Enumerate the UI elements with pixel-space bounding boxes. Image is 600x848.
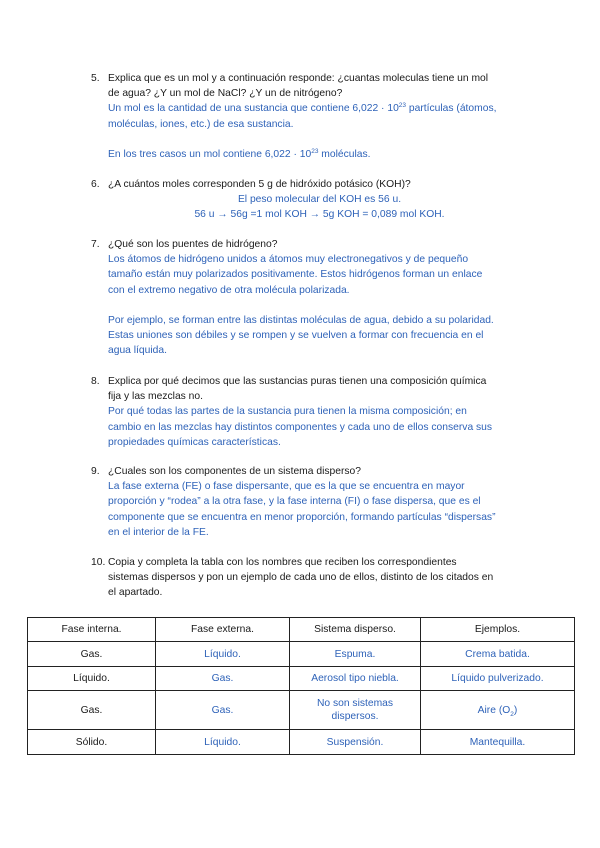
- question-8: [91, 374, 531, 450]
- table-header: Fase interna.: [28, 618, 156, 642]
- question-text: ¿Qué son los puentes de hidrógeno?: [108, 239, 278, 250]
- question-text: ¿A cuántos moles corresponden 5 g de hidróxido potásico (KOH)?: [108, 179, 411, 190]
- question-number: 9.: [91, 466, 100, 477]
- table-cell: Líquido.: [156, 642, 290, 667]
- answer-text: La fase externa (FE) o fase dispersante, que es la que se encuentra en mayor proporción y “rodea” a la otra fase, y la fase interna (FI) o fase dispersa, que es el componente que se encuentra en menor proporción, formando partículas “dispersas” en el interior de la FE.: [108, 481, 496, 538]
- disperse-systems-table: [27, 617, 575, 755]
- question-number: 6.: [91, 179, 100, 190]
- question-6: [91, 177, 531, 223]
- question-number: 5.: [91, 73, 100, 84]
- table-cell: Aire $(O_2)$: [421, 691, 575, 730]
- table-cell: Espuma.: [290, 642, 421, 667]
- table-cell: Líquido pulverizado.: [421, 667, 575, 691]
- table-cell: No son sistemas dispersos.: [290, 691, 421, 730]
- table-cell: Líquido.: [28, 667, 156, 691]
- table-cell: Líquido.: [156, 730, 290, 755]
- question-text: ¿Cuales son los componentes de un sistema disperso?: [108, 466, 361, 477]
- table-header-row: [28, 618, 575, 642]
- table-cell: Crema batida.: [421, 642, 575, 667]
- table-row: [28, 730, 575, 755]
- table-header: Sistema disperso.: [290, 618, 421, 642]
- question-text: Explica que es un mol y a continuación responde: ¿cuantas moleculas tiene un mol de agua? ¿Y un mol de NaCl? ¿Y un de nitrógeno?: [108, 73, 489, 100]
- question-number: 7.: [91, 239, 100, 250]
- table-cell: Sólido.: [28, 730, 156, 755]
- question-number: 10.: [91, 557, 106, 568]
- question-9: [91, 464, 531, 540]
- question-number: 8.: [91, 376, 100, 387]
- table-header: Fase externa.: [156, 618, 290, 642]
- table-row: [28, 642, 575, 667]
- table-cell: Gas.: [156, 691, 290, 730]
- answer-text: Un mol es la cantidad de una sustancia que contiene $6,022 \cdot 10^{23}$ partículas (átomos, moléculas, iones, etc.) de esa sustancia. En los tres casos un mol contiene $6,022 \cdot 10^{23}$ moléculas.: [108, 102, 497, 160]
- table-row: [28, 691, 575, 730]
- table-cell: Aerosol tipo niebla.: [290, 667, 421, 691]
- table-row: [28, 667, 575, 691]
- answer-text: Por qué todas las partes de la sustancia pura tienen la misma composición; en cambio en las mezclas hay distintos componentes y cada uno de ellos conserva sus propiedades químicas características.: [108, 406, 493, 448]
- table-cell: Gas.: [28, 642, 156, 667]
- table-cell: Gas.: [28, 691, 156, 730]
- table-cell: Gas.: [156, 667, 290, 691]
- table-cell: Suspensión.: [290, 730, 421, 755]
- question-10: [91, 555, 531, 601]
- question-text: Copia y completa la tabla con los nombres que reciben los correspondientes sistemas dispersos y pon un ejemplo de cada uno de ellos, distinto de los citados en el apartado.: [108, 557, 494, 599]
- question-5: [91, 71, 531, 162]
- table-cell: Mantequilla.: [421, 730, 575, 755]
- table-header: Ejemplos.: [421, 618, 575, 642]
- question-text: Explica por qué decimos que las sustancias puras tienen una composición química fija y las mezclas no.: [108, 376, 487, 403]
- question-7: [91, 237, 531, 358]
- answer-text: El peso molecular del KOH es 56 u. 56 u → 56g =1 mol KOH → 5g KOH = 0,089 mol KOH.: [194, 194, 445, 221]
- answer-text: Los átomos de hidrógeno unidos a átomos muy electronegativos y de pequeño tamaño están muy polarizados positivamente. Estos hidrógenos forman un enlace con el extremo negativo de otra molécula polarizada. Por ejemplo, se forman entre las distintas moléculas de agua, debido a su polaridad. Estas uniones son débiles y se rompen y se vuelven a formar con frecuencia en el agua líquida.: [108, 254, 494, 357]
